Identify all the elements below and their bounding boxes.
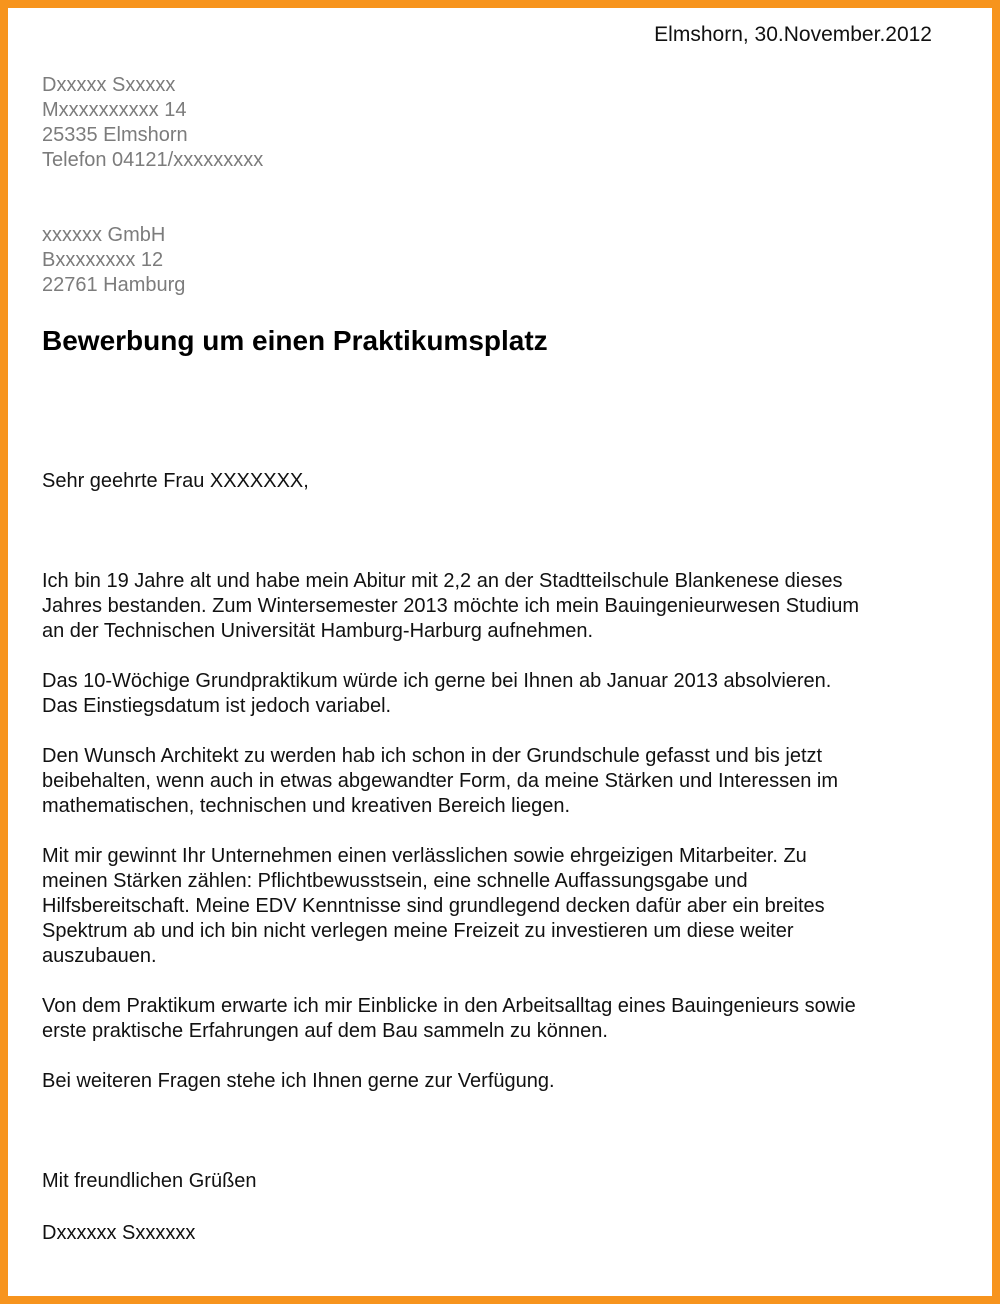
paragraph-line: an der Technischen Universität Hamburg-Harburg aufnehmen.	[42, 620, 594, 642]
paragraph-line: Ich bin 19 Jahre alt und habe mein Abitur mit 2,2 an der Stadtteilschule Blankenese dieses	[42, 570, 843, 592]
paragraph-line: Bei weiteren Fragen stehe ich Ihnen gerne zur Verfügung.	[42, 1070, 555, 1092]
paragraph-line: Mit mir gewinnt Ihr Unternehmen einen verlässlichen sowie ehrgeizigen Mitarbeiter. Zu	[42, 845, 807, 867]
paragraph-questions	[42, 1069, 972, 1094]
signature-name: Dxxxxxx Sxxxxxx	[42, 1222, 196, 1244]
paragraph-strengths	[42, 844, 972, 969]
paragraph-line: Das 10-Wöchige Grundpraktikum würde ich gerne bei Ihnen ab Januar 2013 absolvieren.	[42, 670, 832, 692]
paragraph-expectations	[42, 994, 972, 1044]
salutation: Sehr geehrte Frau XXXXXXX,	[42, 470, 309, 492]
place-date: Elmshorn, 30.November.2012	[654, 23, 932, 46]
recipient-address	[42, 223, 185, 298]
paragraph-line: Spektrum ab und ich bin nicht verlegen meine Freizeit zu investieren um diese weiter	[42, 920, 794, 942]
paragraph-line: Hilfsbereitschaft. Meine EDV Kenntnisse sind grundlegend decken dafür aber ein breites	[42, 895, 825, 917]
letter-subject: Bewerbung um einen Praktikumsplatz	[42, 325, 548, 356]
paragraph-line: beibehalten, wenn auch in etwas abgewandter Form, da meine Stärken und Interessen im	[42, 770, 839, 792]
paragraph-introduction	[42, 569, 972, 644]
paragraph-line: Von dem Praktikum erwarte ich mir Einblicke in den Arbeitsalltag eines Bauingenieurs sowie	[42, 995, 856, 1017]
sender-address	[42, 73, 263, 173]
sender-phone: Telefon 04121/xxxxxxxxx	[42, 149, 264, 171]
sender-city: 25335 Elmshorn	[42, 124, 188, 146]
sender-street: Mxxxxxxxxxx 14	[42, 99, 187, 121]
paragraph-line: Den Wunsch Architekt zu werden hab ich schon in der Grundschule gefasst und bis jetzt	[42, 745, 823, 767]
paragraph-line: erste praktische Erfahrungen auf dem Bau sammeln zu können.	[42, 1020, 608, 1042]
sender-name: Dxxxxx Sxxxxx	[42, 74, 176, 96]
paragraph-motivation	[42, 744, 972, 819]
recipient-company: xxxxxx GmbH	[42, 224, 166, 246]
letter-body	[42, 569, 972, 1119]
closing-phrase: Mit freundlichen Grüßen	[42, 1170, 257, 1192]
paragraph-line: Jahres bestanden. Zum Wintersemester 2013 möchte ich mein Bauingenieurwesen Studium	[42, 595, 860, 617]
recipient-city: 22761 Hamburg	[42, 274, 186, 296]
paragraph-line: meinen Stärken zählen: Pflichtbewusstsein, eine schnelle Auffassungsgabe und	[42, 870, 748, 892]
recipient-street: Bxxxxxxxx 12	[42, 249, 164, 271]
paragraph-line: auszubauen.	[42, 945, 157, 967]
paragraph-internship-dates	[42, 669, 972, 719]
paragraph-line: mathematischen, technischen und kreativen Bereich liegen.	[42, 795, 571, 817]
paragraph-line: Das Einstiegsdatum ist jedoch variabel.	[42, 695, 392, 717]
